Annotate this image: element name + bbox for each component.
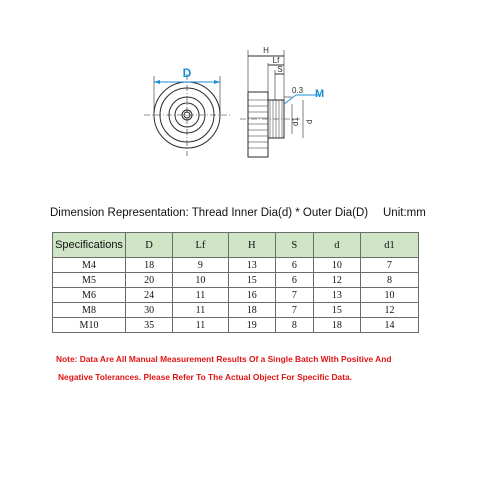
m-label: M [315,88,325,100]
table-cell: 35 [126,318,173,333]
table-header-row [53,233,419,258]
header-specifications: Specifications [53,233,126,258]
header-h: H [228,233,275,258]
table-cell: 20 [126,273,173,288]
note-line-2: Negative Tolerances. Please Refer To The Actual Object For Specific Data. [58,372,352,382]
table-cell: 19 [228,318,275,333]
table-cell: 8 [275,318,313,333]
table-cell: 6 [275,273,313,288]
table-row [53,258,419,273]
table-cell: 7 [275,288,313,303]
front-view [144,74,230,156]
table-cell: 18 [228,303,275,318]
table-cell: 7 [275,303,313,318]
table-cell: 24 [126,288,173,303]
header-lf: Lf [173,233,228,258]
tolerance-note [56,350,436,386]
lf-label: Lf [272,56,280,65]
table-cell: 7 [361,258,419,273]
d-side-label: d [305,119,314,124]
s-label: S [277,65,283,74]
table-cell: 18 [313,318,360,333]
d1-label: d1 [291,117,300,126]
chamfer-label: 0.3 [292,86,304,95]
technical-drawing [0,0,488,190]
table-cell: M6 [53,288,126,303]
table-cell: 15 [313,303,360,318]
table-cell: 12 [361,303,419,318]
table-cell: M8 [53,303,126,318]
table-cell: 11 [173,303,228,318]
table-row [53,273,419,288]
d-arrow-left [154,80,160,84]
table-cell: 11 [173,288,228,303]
table-cell: M10 [53,318,126,333]
header-d-inner: d [313,233,360,258]
table-cell: M4 [53,258,126,273]
dimension-caption: Dimension Representation: Thread Inner Dia(d) * Outer Dia(D) [50,207,369,219]
table-cell: 6 [275,258,313,273]
m-leader-tip [284,95,296,104]
table-row [53,303,419,318]
table-row [53,288,419,303]
table-cell: 11 [173,318,228,333]
header-d-outer: D [126,233,173,258]
knurl-lines [248,100,268,148]
table-cell: 12 [313,273,360,288]
unit-label: Unit:mm [383,207,426,219]
header-d1: d1 [361,233,419,258]
table-cell: 13 [313,288,360,303]
table-cell: M5 [53,273,126,288]
d-arrow-right [214,80,220,84]
table-cell: 10 [361,288,419,303]
h-label: H [263,46,269,55]
table-cell: 9 [173,258,228,273]
note-line-1: Note: Data Are All Manual Measurement Results Of a Single Batch With Positive And [56,354,392,364]
table-cell: 8 [361,273,419,288]
table-row [53,318,419,333]
knurled-head [248,92,268,157]
table-cell: 13 [228,258,275,273]
table-cell: 16 [228,288,275,303]
table-cell: 30 [126,303,173,318]
table-cell: 10 [313,258,360,273]
table-cell: 15 [228,273,275,288]
table-cell: 18 [126,258,173,273]
header-s: S [275,233,313,258]
table-cell: 10 [173,273,228,288]
table-cell: 14 [361,318,419,333]
front-view-d-label: D [182,66,192,80]
spec-table [52,232,419,333]
